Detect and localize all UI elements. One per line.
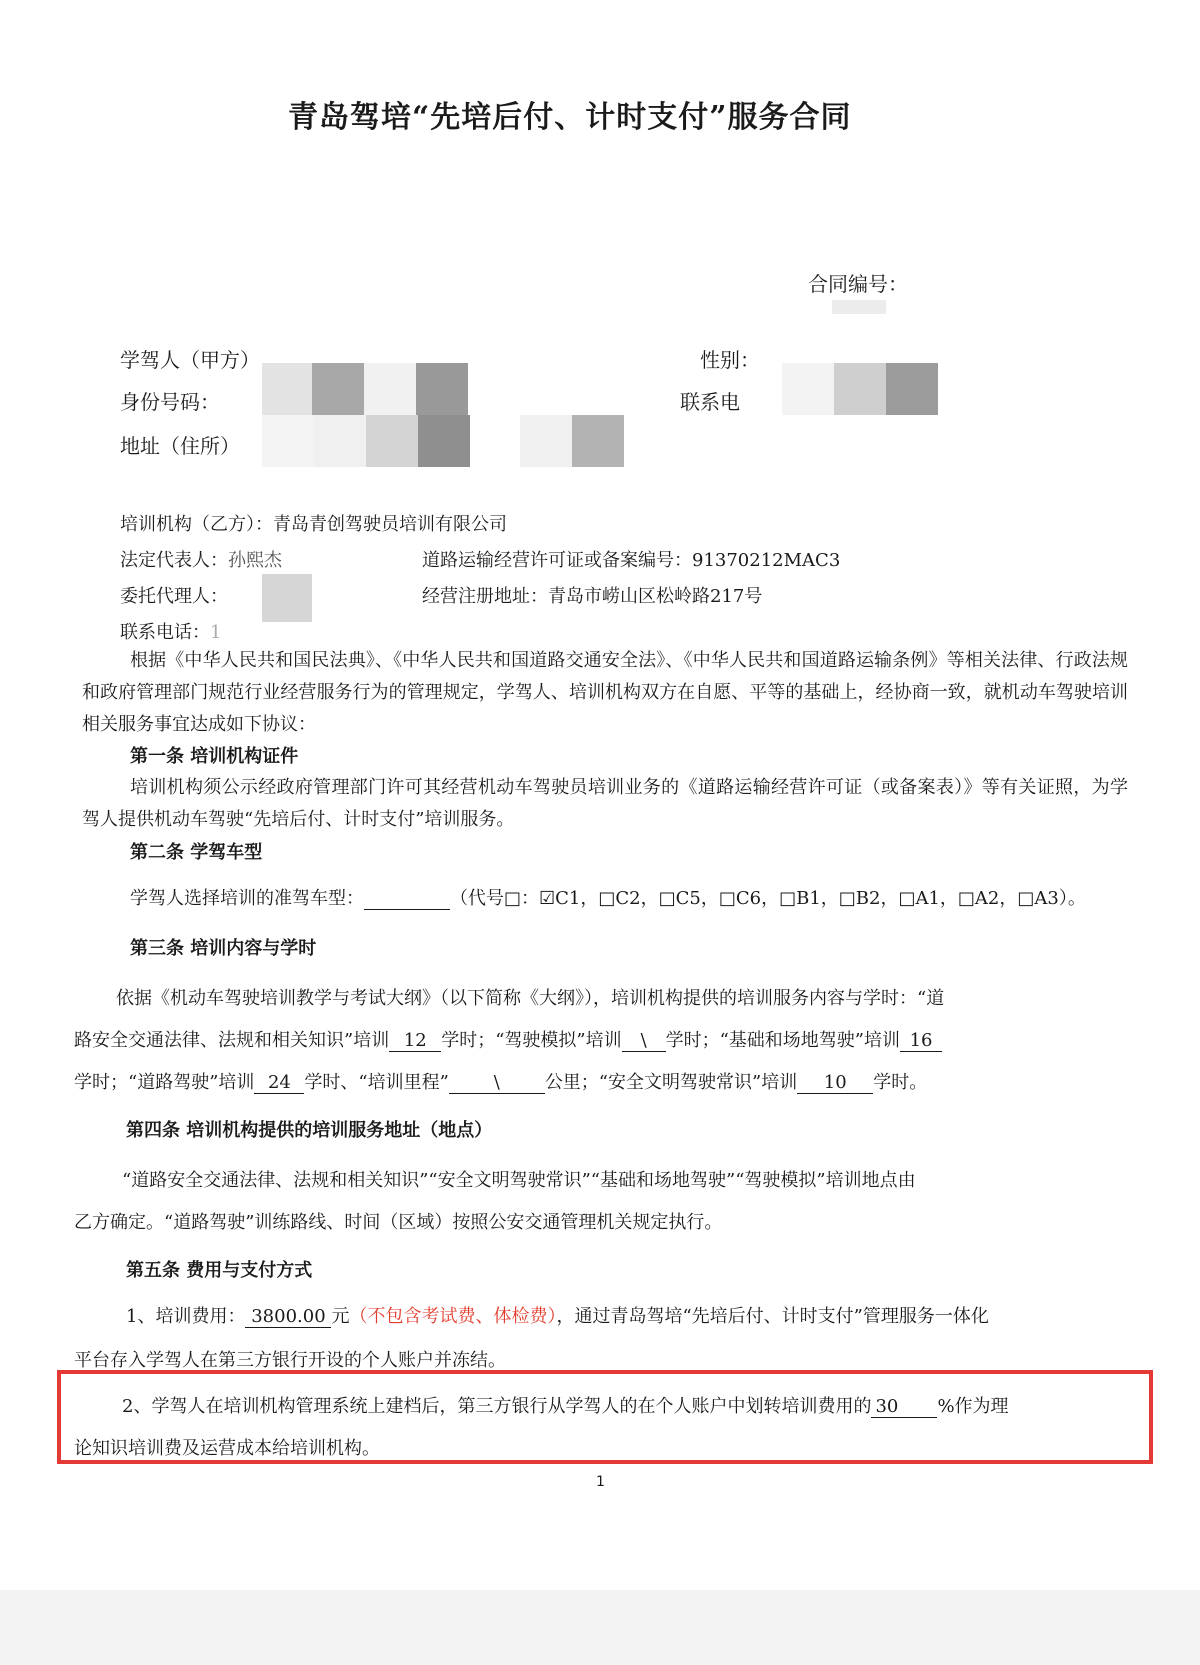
percentage-value: 30 (871, 1397, 937, 1418)
hours-simulation: \ (622, 1031, 666, 1052)
org-name: 青岛青创驾驶员培训有限公司 (273, 514, 507, 535)
hours-field: 16 (900, 1031, 942, 1052)
article3-heading: 第三条 培训内容与学时 (130, 938, 317, 959)
redacted-agent (262, 574, 312, 622)
license-line: 道路运输经营许可证或备案编号：91370212MAC3 (422, 550, 841, 571)
phone-line-b: 联系电话：1 (120, 622, 222, 643)
hours-road: 24 (254, 1073, 304, 1094)
license-number: 91370212MAC3 (692, 550, 841, 571)
id-number-label: 身份号码： (120, 390, 220, 414)
article4-line1: “道路安全交通法律、法规和相关知识”“安全文明驾驶常识”“基础和场地驾驶”“驾驶模拟”培训地点由 (122, 1170, 916, 1191)
phone-label-a: 联系电 (680, 390, 740, 414)
article1-heading: 第一条 培训机构证件 (130, 746, 299, 767)
document-title: 青岛驾培“先培后付、计时支付”服务合同 (288, 100, 852, 135)
agent-label: 委托代理人： (120, 586, 228, 607)
article5-clause2-line2: 论知识培训费及运营成本给培训机构。 (74, 1438, 380, 1459)
reg-address-line: 经营注册地址：青岛市崂山区松岭路217号 (422, 586, 763, 607)
vehicle-option-c1-checked: ☑C1 (539, 888, 581, 909)
training-mileage: \ (449, 1073, 545, 1094)
article5-clause1-line1: 1、培训费用： 3800.00 元（不包含考试费、体检费），通过青岛驾培“先培后付、计时支付”管理服务一体化 (126, 1306, 989, 1327)
article5-clause2-line1: 2、学驾人在培训机构管理系统上建档后，第三方银行从学驾人的在个人账户中划转培训费用的 30 %作为理 (122, 1396, 1009, 1417)
contract-no-label: 合同编号： (808, 272, 908, 296)
bottom-strip (0, 1590, 1200, 1665)
page-number: 1 (596, 1474, 605, 1490)
training-fee: 3800.00 (245, 1307, 331, 1328)
hours-law: 12 (389, 1031, 441, 1052)
student-label: 学驾人（甲方） (120, 348, 260, 372)
preamble-paragraph: 根据《中华人民共和国民法典》、《中华人民共和国道路交通安全法》、《中华人民共和国道路运输条例》等相关法律、行政法规和政府管理部门规范行业经营服务行为的管理规定，学驾人、培训机构双方在自愿、平等的基础上，经协商一致，就机动车驾驶培训相关服务事宜达成如下协议： (82, 650, 1128, 735)
article5-heading: 第五条 费用与支付方式 (126, 1260, 313, 1281)
article4-line2: 乙方确定。“道路驾驶”训练路线、时间（区域）按照公安交通管理机关规定执行。 (74, 1212, 723, 1233)
gender-label: 性别： (700, 348, 760, 372)
article2-heading: 第二条 学驾车型 (130, 842, 263, 863)
org-info-line: 培训机构（乙方）：青岛青创驾驶员培训有限公司 (120, 514, 507, 535)
article5-clause1-line2: 平台存入学驾人在第三方银行开设的个人账户并冻结。 (74, 1350, 506, 1371)
vehicle-options-rest: ，□C2，□C5，□C6，□B1，□B2，□A1，□A2，□A3）。 (580, 888, 1086, 909)
article3-line1: 依据《机动车驾驶培训教学与考试大纲》（以下简称《大纲》），培训机构提供的培训服务内容与学时：“道 (116, 988, 945, 1009)
fee-exclusion-note: （不包含考试费、体检费） (349, 1306, 557, 1327)
hours-safety: 10 (797, 1073, 873, 1094)
legal-rep-name: 孙熙杰 (228, 550, 282, 571)
article3-line2: 路安全交通法律、法规和相关知识”培训 12 学时；“驾驶模拟”培训 \ 学时；“基础和场地驾驶”培训 16 (74, 1026, 942, 1052)
address-label: 地址（住所） (120, 434, 240, 458)
article1-body: 培训机构须公示经政府管理部门许可其经营机动车驾驶员培训业务的《道路运输经营许可证（或备案表）》等有关证照，为学驾人提供机动车驾驶“先培后付、计时支付”培训服务。 (82, 777, 1128, 830)
reg-address: 青岛市崂山区松岭路217号 (548, 586, 763, 607)
vehicle-type-line: 学驾人选择培训的准驾车型： （代号□：☑C1，□C2，□C5，□C6，□B1，□B2，□A1，□A2，□A3）。 (130, 888, 1086, 909)
vehicle-type-blank (364, 889, 450, 910)
article3-line3: 学时；“道路驾驶”培训 24 学时、“培训里程” \ 公里；“安全文明驾驶常识”培训 10 学时。 (74, 1072, 928, 1093)
article4-heading: 第四条 培训机构提供的培训服务地址（地点） (126, 1120, 493, 1141)
redacted-contract-no (832, 300, 886, 314)
legal-rep-line: 法定代表人：孙熙杰 (120, 550, 282, 571)
